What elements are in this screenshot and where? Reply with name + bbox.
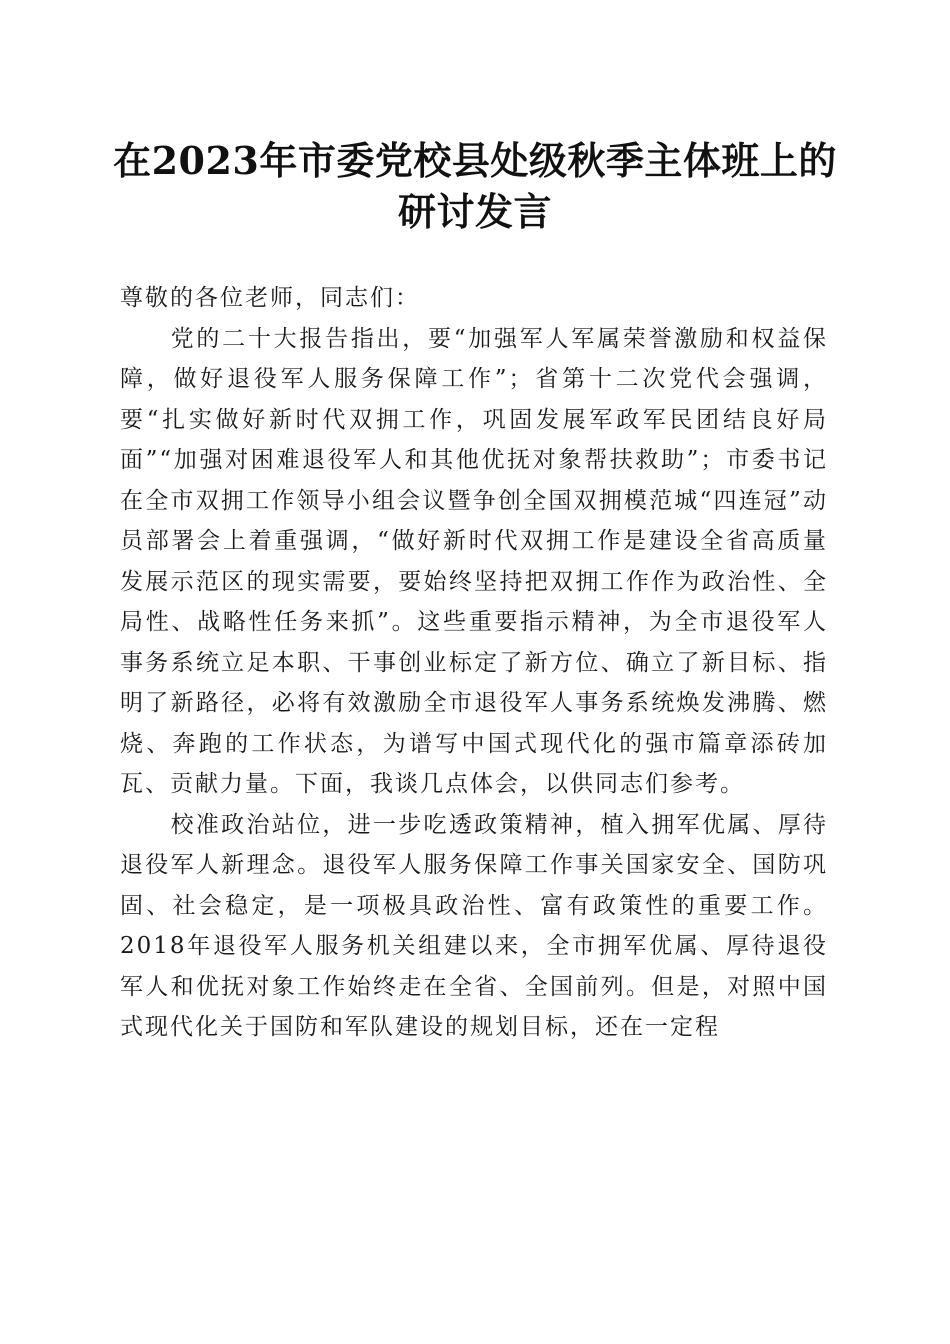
greeting-line: 尊敬的各位老师，同志们：: [120, 285, 420, 311]
document-title: 在2023年市委党校县处级秋季主体班上的研讨发言: [113, 138, 837, 234]
paragraph-2: 校准政治站位，进一步吃透政策精神，植入拥军优属、厚待退役军人新理念。退役军人服务保障工作事关国家安全、国防巩固、社会稳定，是一项极具政治性、富有政策性的重要工作。2018年退役军人服务机关组建以来，全市拥军优属、厚待退役军人和优抚对象工作始终走在全省、全国前列。但是，对照中国式现代化关于国防和军队建设的规划目标，还在一定程: [120, 811, 828, 1040]
paragraph-1: 党的二十大报告指出，要“加强军人军属荣誉激励和权益保障，做好退役军人服务保障工作”；省第十二次党代会强调，要“扎实做好新时代双拥工作，巩固发展军政军民团结良好局面”“加强对困难退役军人和其他优抚对象帮扶救助”；市委书记在全市双拥工作领导小组会议暨争创全国双拥模范城“四连冠”动员部署会上着重强调，“做好新时代双拥工作是建设全省高质量发展示范区的现实需要，要始终坚持把双拥工作作为政治性、全局性、战略性任务来抓”。这些重要指示精神，为全市退役军人事务系统立足本职、干事创业标定了新方位、确立了新目标、指明了新路径，必将有效激励全市退役军人事务系统焕发沸腾、燃烧、奔跑的工作状态，为谱写中国式现代化的强市篇章添砖加瓦、贡献力量。下面，我谈几点体会，以供同志们参考。: [120, 325, 828, 797]
document-body: [120, 278, 828, 1048]
